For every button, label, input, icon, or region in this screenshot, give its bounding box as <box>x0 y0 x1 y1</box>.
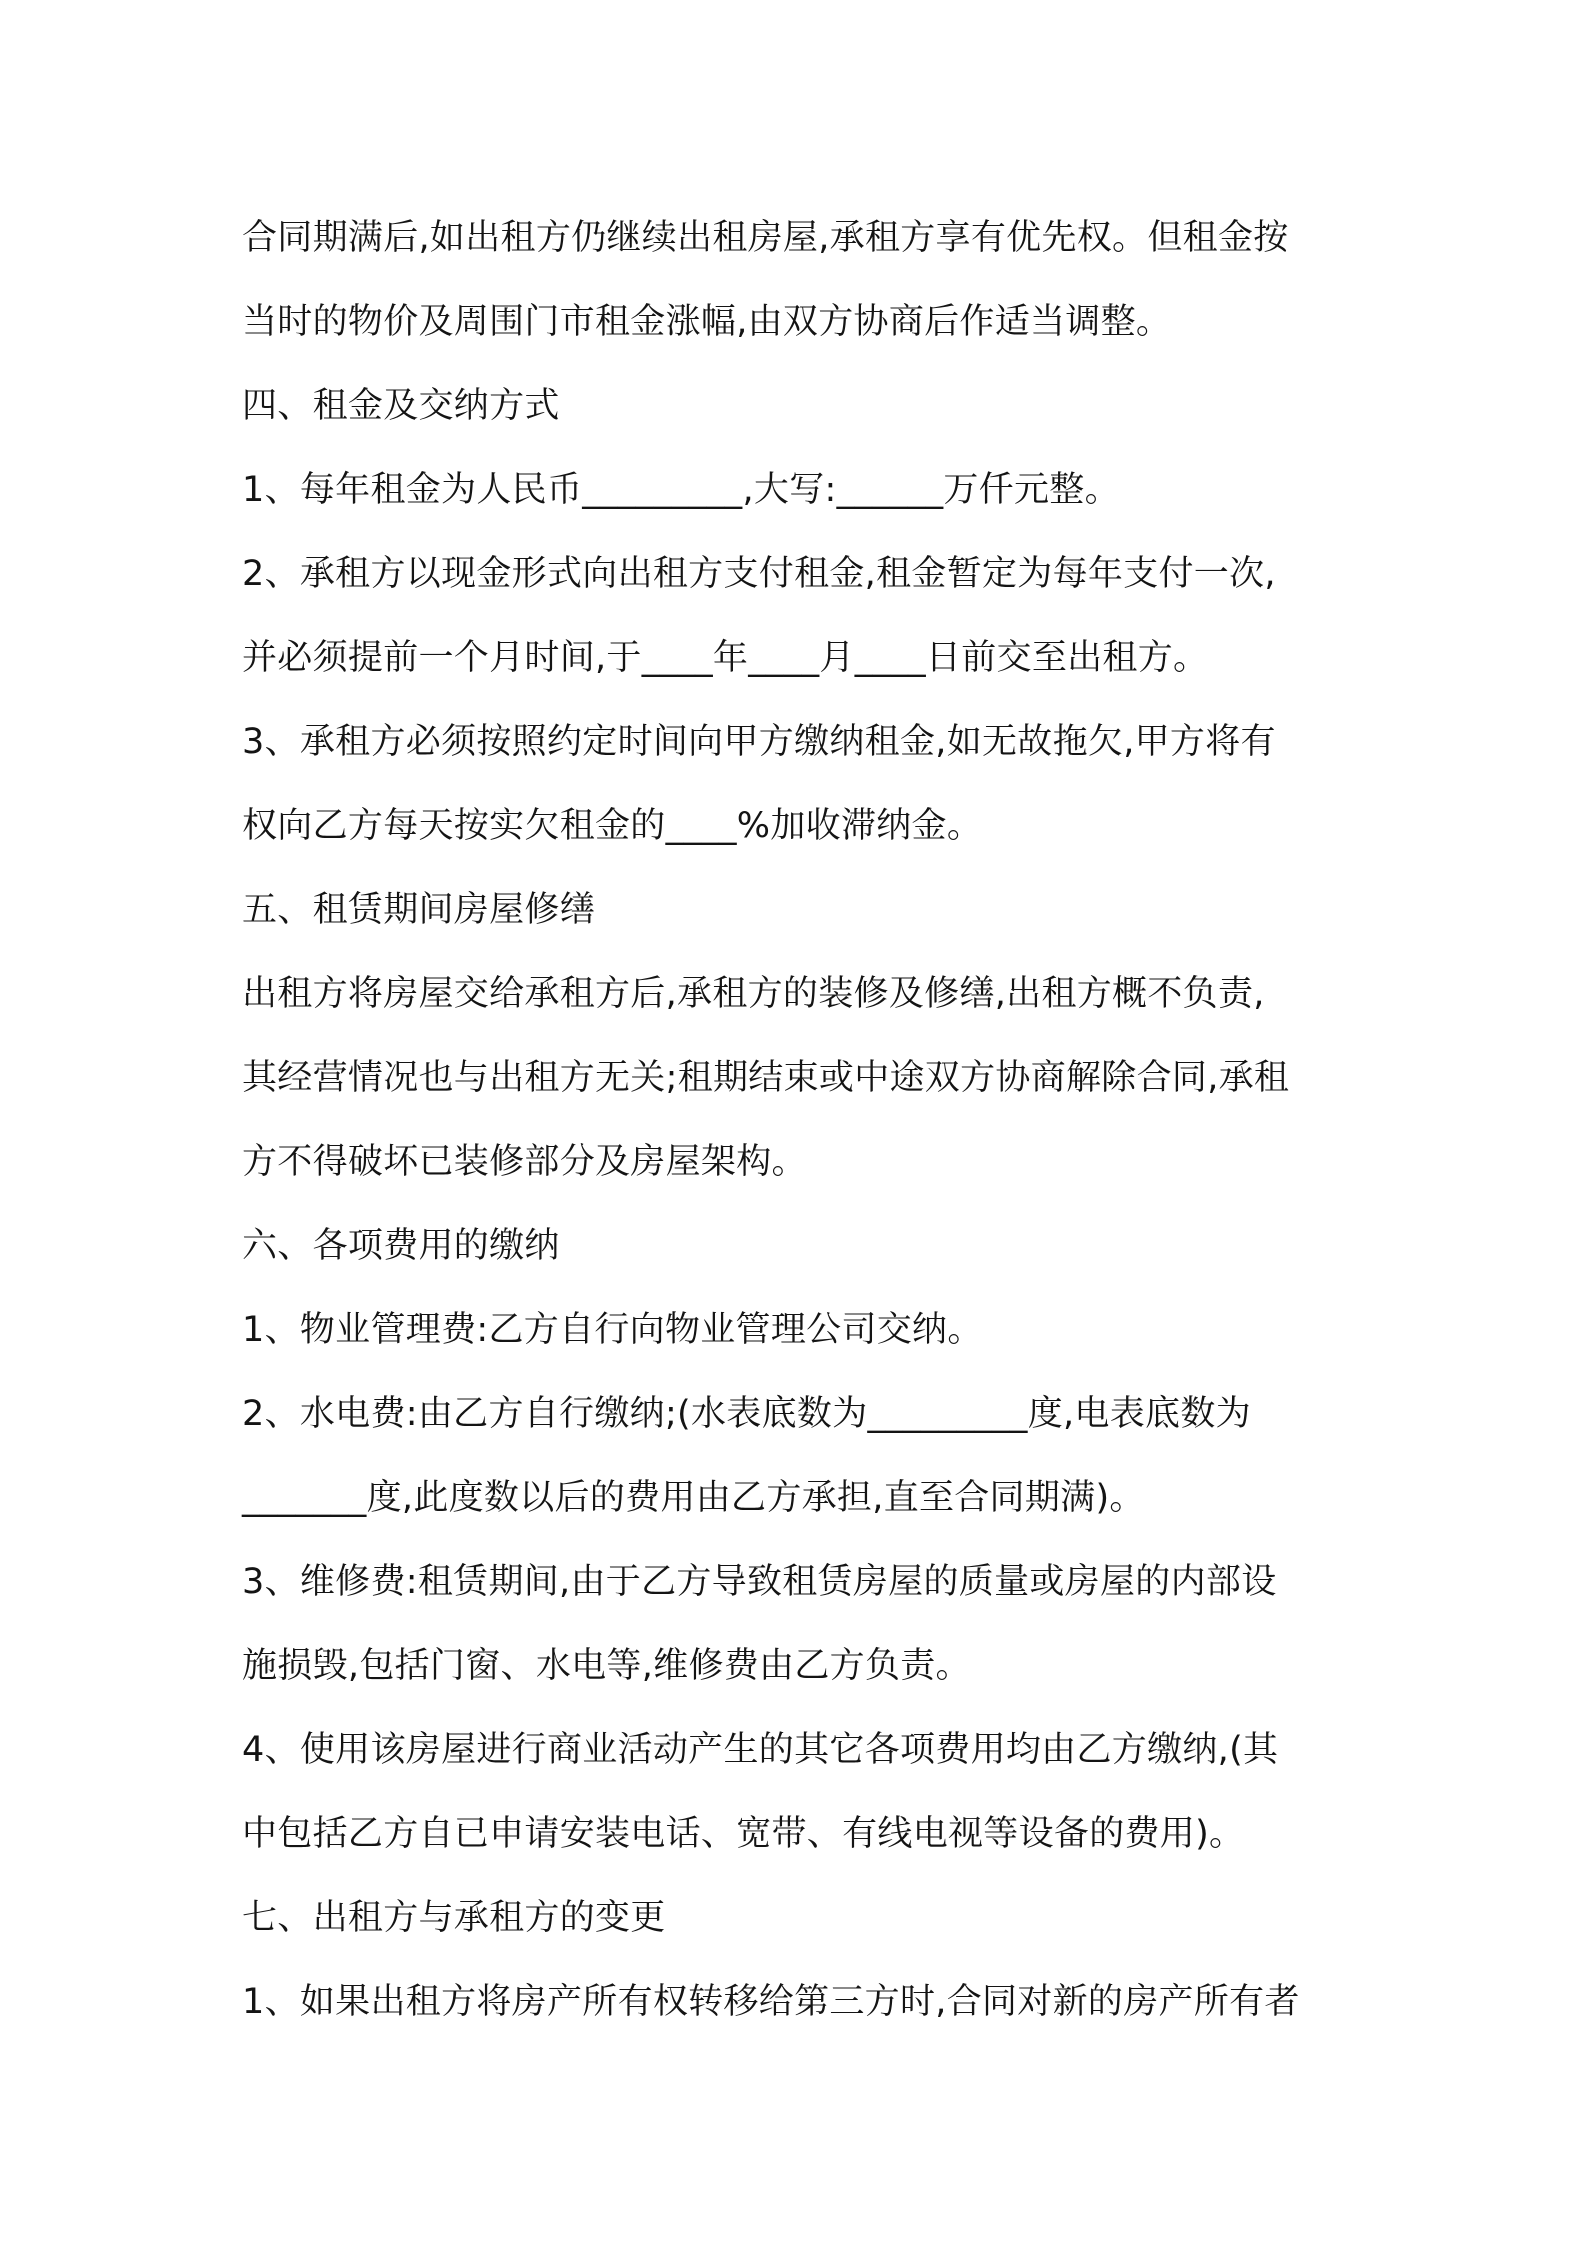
clause-6-4: 4、使用该房屋进行商业活动产生的其它各项费用均由乙方缴纳,(其 <box>242 1730 1279 1770</box>
clause-4-1: 1、每年租金为人民币_________,大写:______万仟元整。 <box>242 470 1120 510</box>
clause-6-1: 1、物业管理费:乙方自行向物业管理公司交纳。 <box>242 1310 983 1350</box>
document-body <box>242 196 1352 2044</box>
clause-6-3-cont: 施损毁,包括门窗、水电等,维修费由乙方负责。 <box>242 1646 971 1686</box>
clause-4-2: 2、承租方以现金形式向出租方支付租金,租金暂定为每年支付一次, <box>242 554 1276 594</box>
clause-6-4-cont: 中包括乙方自已申请安装电话、宽带、有线电视等设备的费用)。 <box>242 1814 1245 1854</box>
clause-4-3-cont: 权向乙方每天按实欠租金的____%加收滞纳金。 <box>242 806 983 846</box>
clause-6-2-cont: _______度,此度数以后的费用由乙方承担,直至合同期满)。 <box>242 1478 1145 1518</box>
paragraph-line: 出租方将房屋交给承租方后,承租方的装修及修缮,出租方概不负责, <box>242 974 1265 1014</box>
section-heading-5: 五、租赁期间房屋修缮 <box>242 890 596 930</box>
clause-7-1: 1、如果出租方将房产所有权转移给第三方时,合同对新的房产所有者 <box>242 1982 1300 2022</box>
paragraph-line: 当时的物价及周围门市租金涨幅,由双方协商后作适当调整。 <box>242 302 1172 342</box>
clause-4-3: 3、承租方必须按照约定时间向甲方缴纳租金,如无故拖欠,甲方将有 <box>242 722 1276 762</box>
section-heading-6: 六、各项费用的缴纳 <box>242 1226 560 1266</box>
section-heading-4: 四、租金及交纳方式 <box>242 386 560 426</box>
clause-4-2-cont: 并必须提前一个月时间,于____年____月____日前交至出租方。 <box>242 638 1209 678</box>
section-heading-7: 七、出租方与承租方的变更 <box>242 1898 666 1938</box>
paragraph-line: 方不得破坏已装修部分及房屋架构。 <box>242 1142 807 1182</box>
clause-6-3: 3、维修费:租赁期间,由于乙方导致租赁房屋的质量或房屋的内部设 <box>242 1562 1277 1602</box>
paragraph-line: 合同期满后,如出租方仍继续出租房屋,承租方享有优先权。但租金按 <box>242 218 1289 258</box>
paragraph-line: 其经营情况也与出租方无关;租期结束或中途双方协商解除合同,承租 <box>242 1058 1290 1098</box>
clause-6-2: 2、水电费:由乙方自行缴纳;(水表底数为_________度,电表底数为 <box>242 1394 1251 1434</box>
